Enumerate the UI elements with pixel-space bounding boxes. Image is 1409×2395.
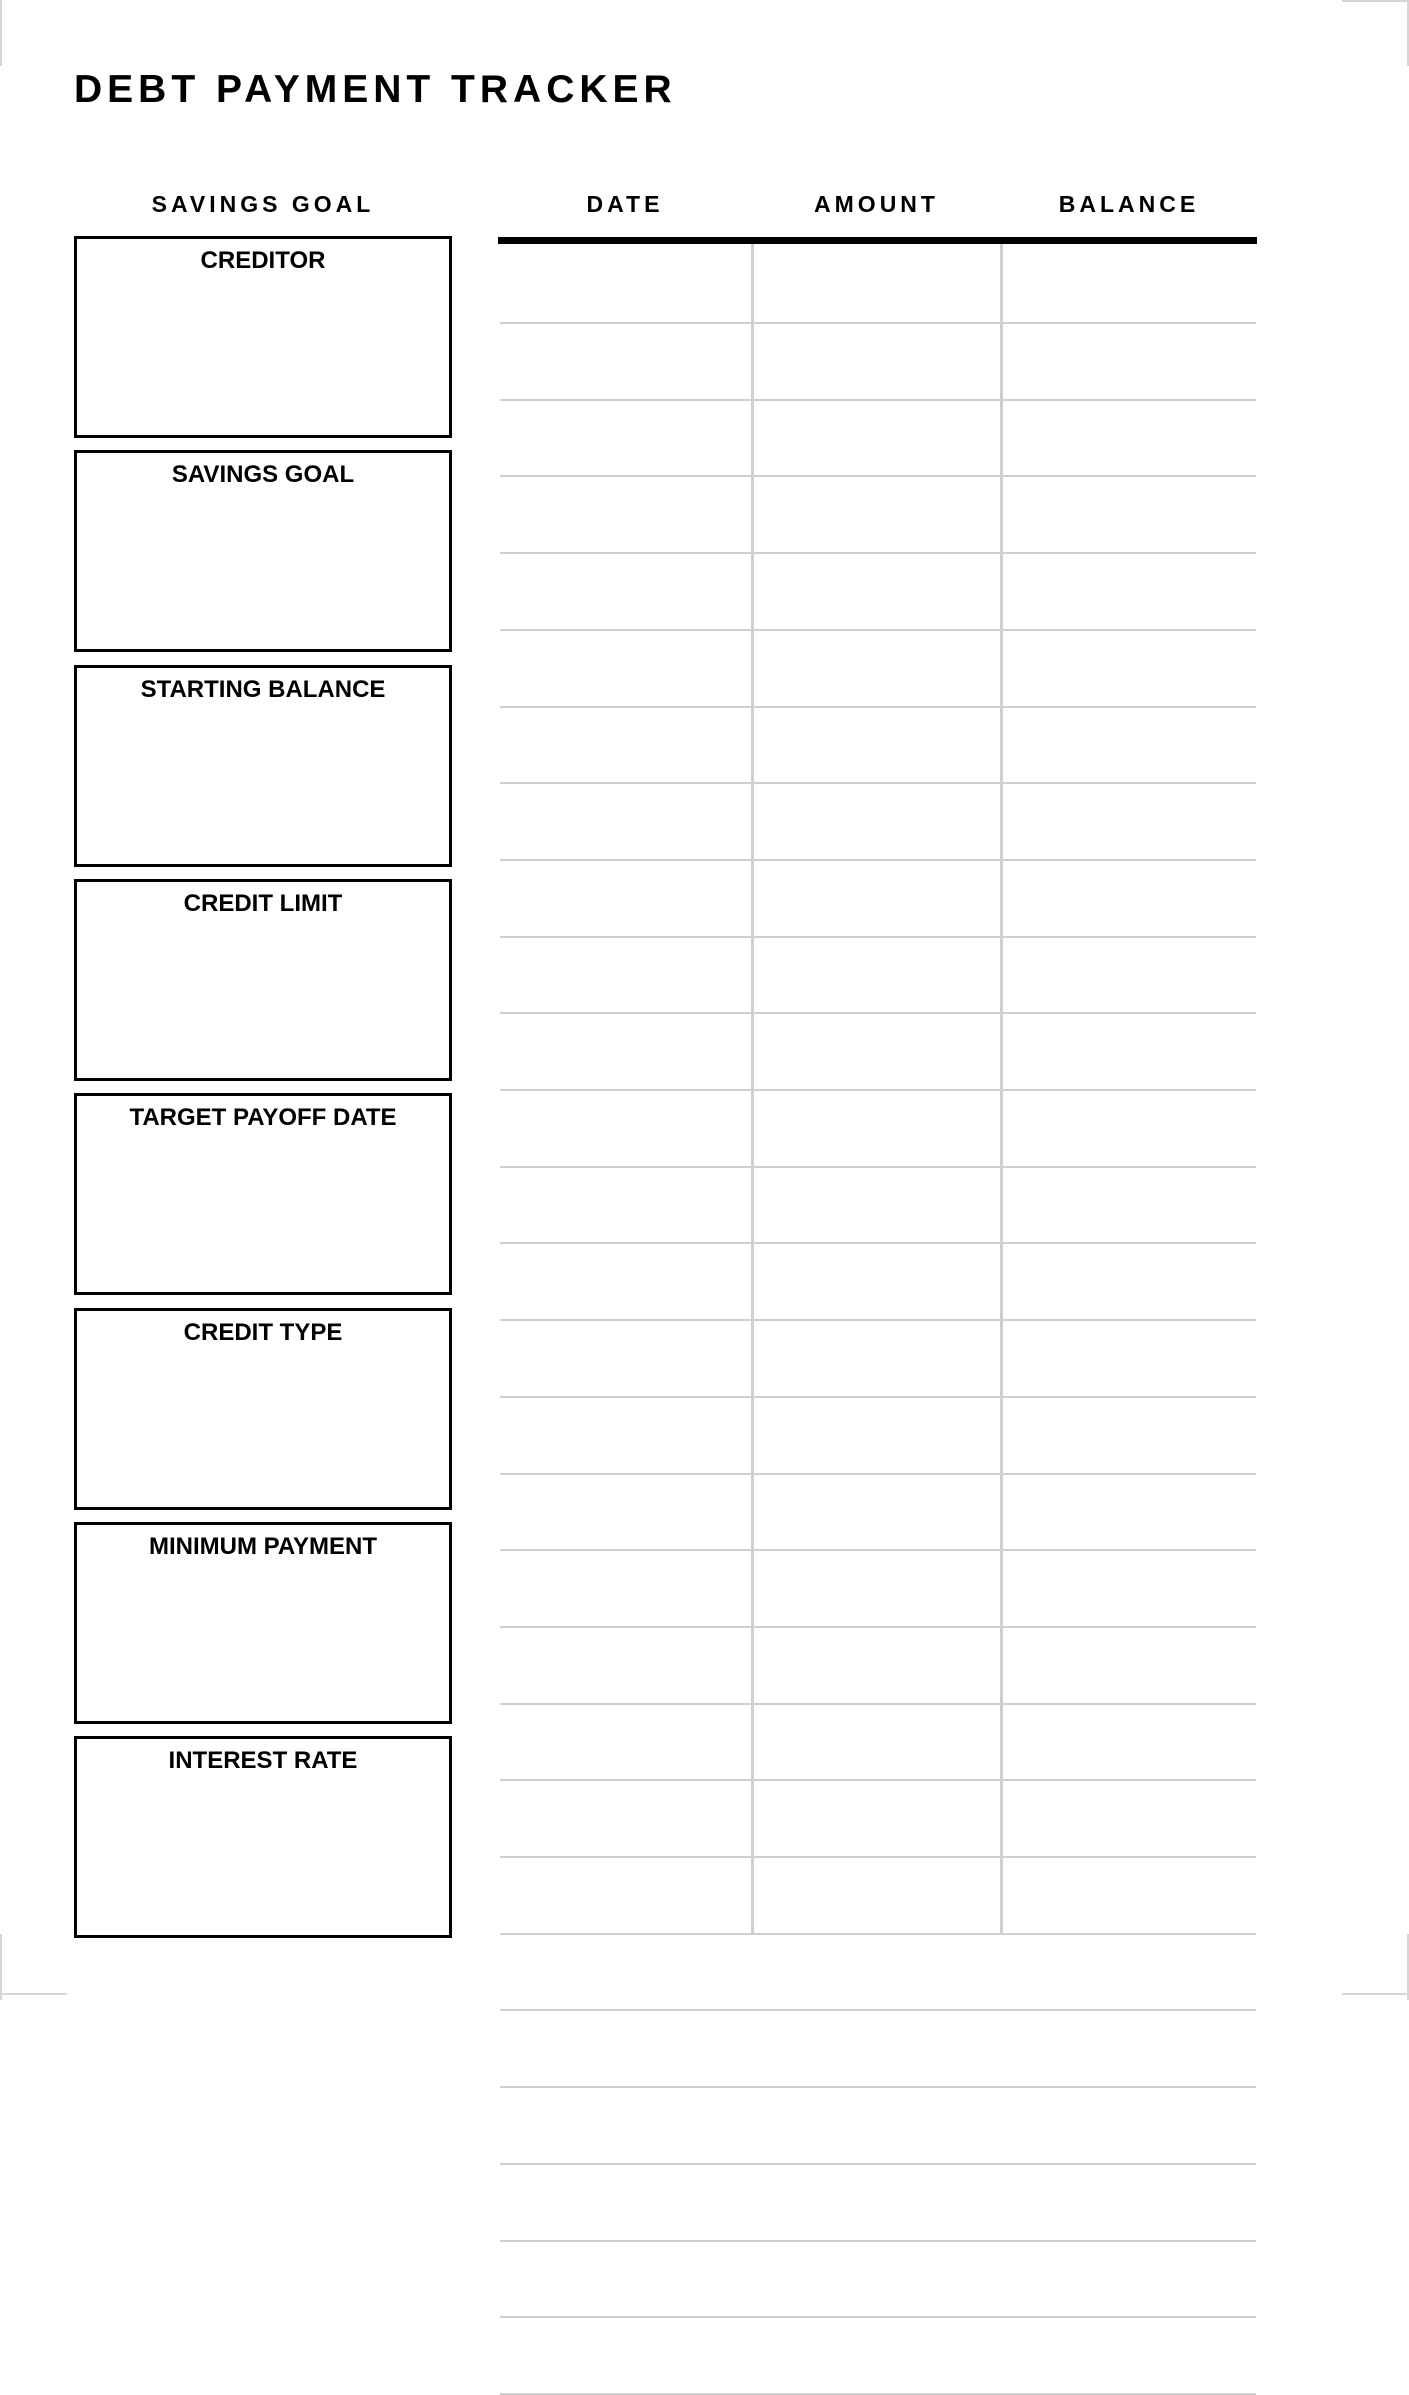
crop-mark-top-right [1342, 0, 1409, 2]
table-row [500, 1012, 1256, 1014]
column-header-date: DATE [586, 191, 664, 217]
table-row [500, 2240, 1256, 2242]
table-row [500, 1703, 1256, 1705]
table-row [500, 2316, 1256, 2318]
crop-mark-bottom-left-horizontal [0, 1993, 67, 1995]
table-row [500, 475, 1256, 477]
column-header-balance: BALANCE [1058, 191, 1200, 217]
table-row [500, 859, 1256, 861]
info-box[interactable] [74, 236, 452, 438]
table-row [500, 1626, 1256, 1628]
info-box-label: MINIMUM PAYMENT [149, 1533, 377, 1560]
table-header-rule [498, 237, 1257, 244]
info-box-label: SAVINGS GOAL [171, 461, 355, 488]
table-row [500, 399, 1256, 401]
info-box-label: INTEREST RATE [168, 1747, 358, 1774]
column-header-amount: AMOUNT [814, 191, 939, 217]
info-box-label: CREDIT LIMIT [183, 890, 343, 917]
crop-mark-bottom-right [1342, 1993, 1409, 1995]
crop-mark-top-left [0, 0, 2, 66]
info-box-label: TARGET PAYOFF DATE [129, 1104, 397, 1131]
table-row [500, 1242, 1256, 1244]
table-row [500, 1549, 1256, 1551]
info-box-label: CREDIT TYPE [183, 1319, 343, 1346]
table-row [500, 1779, 1256, 1781]
table-row [500, 1856, 1256, 1858]
column-divider-amount-balance [1000, 244, 1003, 1933]
table-row [500, 629, 1256, 631]
info-box-label: STARTING BALANCE [140, 676, 386, 703]
table-row [500, 2009, 1256, 2011]
info-box-label: CREDITOR [200, 247, 326, 274]
info-box[interactable] [74, 1522, 452, 1724]
crop-mark-bottom-left [0, 1934, 2, 2000]
table-row [500, 1089, 1256, 1091]
info-box[interactable] [74, 1736, 452, 1938]
table-row [500, 2086, 1256, 2088]
table-row [500, 1319, 1256, 1321]
page-title: DEBT PAYMENT TRACKER [74, 68, 677, 111]
info-box[interactable] [74, 1093, 452, 1295]
table-row [500, 1933, 1256, 1935]
table-row [500, 706, 1256, 708]
table-row [500, 782, 1256, 784]
info-box[interactable] [74, 450, 452, 652]
left-panel-heading: SAVINGS GOAL [151, 191, 375, 217]
table-row [500, 936, 1256, 938]
info-box[interactable] [74, 879, 452, 1081]
info-box[interactable] [74, 1308, 452, 1510]
table-row [500, 1166, 1256, 1168]
column-divider-date-amount [751, 244, 754, 1933]
table-row [500, 1473, 1256, 1475]
table-row [500, 552, 1256, 554]
table-row [500, 2163, 1256, 2165]
table-row [500, 322, 1256, 324]
info-box[interactable] [74, 665, 452, 867]
table-row [500, 1396, 1256, 1398]
